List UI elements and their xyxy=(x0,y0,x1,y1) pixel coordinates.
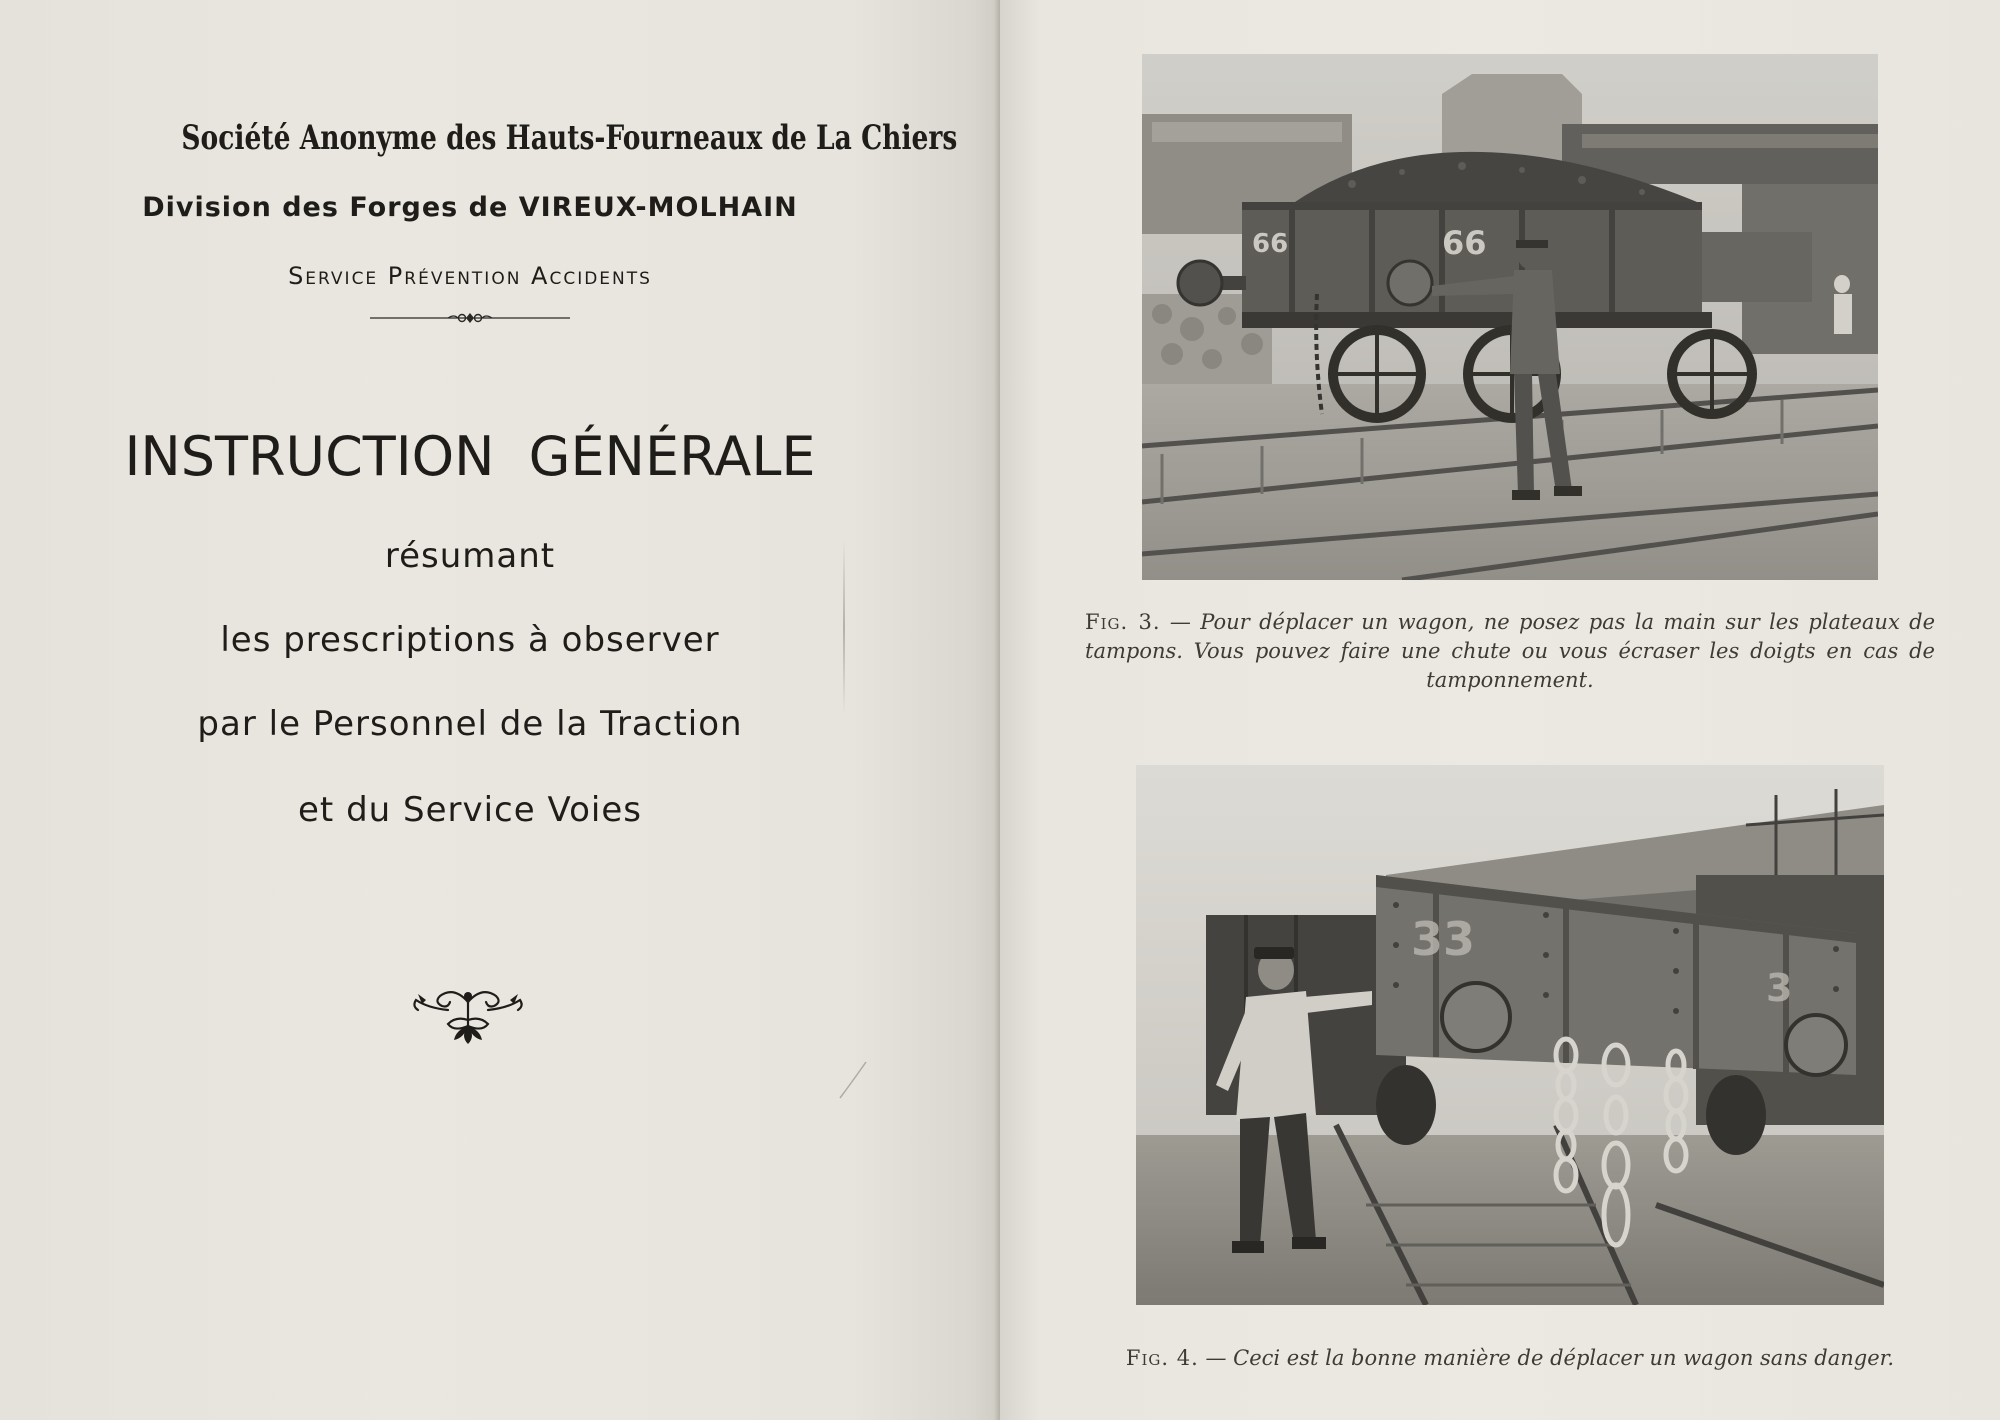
service-name: Service Prévention Accidents xyxy=(288,262,652,290)
figure-4-text: — Ceci est la bonne manière de déplacer un wagon sans danger. xyxy=(1205,1346,1895,1370)
paper-mark xyxy=(838,1060,868,1100)
subtitle-line-3: par le Personnel de la Traction xyxy=(197,704,743,744)
division-name: Division des Forges de VIREUX-MOLHAIN xyxy=(142,192,798,223)
photo-wagon-hand-on-buffer xyxy=(1142,54,1878,580)
document-title xyxy=(70,425,870,488)
figure-3-label: Fig. 3. xyxy=(1085,610,1161,634)
subtitle-line-2: les prescriptions à observer xyxy=(220,620,720,660)
figure-3-text: — Pour déplacer un wagon, ne posez pas la main sur les plateaux de tampons. Vous pouvez faire une chute ou vous écraser les doigts en cas de tamponnement. xyxy=(1085,610,1935,692)
floral-ornament-icon xyxy=(408,980,528,1046)
photo-wagon-correct-push xyxy=(1136,765,1884,1305)
title-word-instruction: INSTRUCTION xyxy=(124,425,495,488)
subtitle-line-1: résumant xyxy=(384,536,556,576)
figure-3-caption xyxy=(1085,608,1935,695)
figure-4-label: Fig. 4. xyxy=(1125,1346,1199,1370)
flourish-rule-icon xyxy=(370,310,570,326)
figure-4-caption xyxy=(1080,1344,1940,1373)
company-name: Société Anonyme des Hauts-Fourneaux de La Chiers xyxy=(181,118,958,158)
title-word-generale: GÉNÉRALE xyxy=(528,425,816,488)
paper-crease xyxy=(843,540,845,715)
subtitle-line-4: et du Service Voies xyxy=(298,790,642,830)
